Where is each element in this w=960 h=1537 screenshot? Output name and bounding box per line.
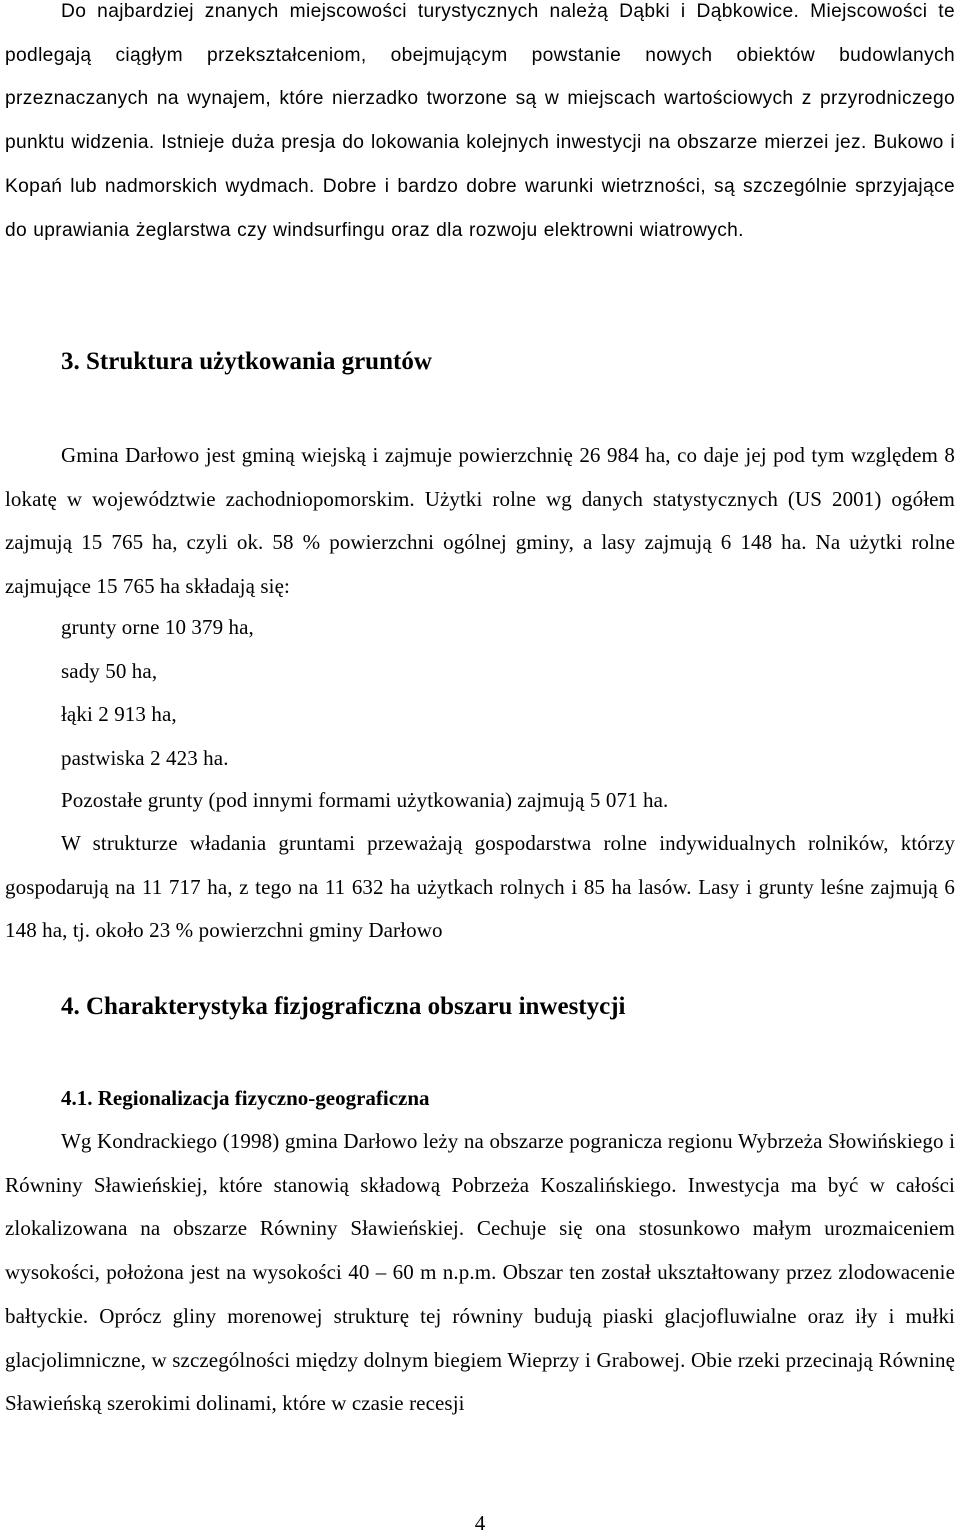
list-item: łąki 2 913 ha, — [61, 702, 177, 727]
list-item: grunty orne 10 379 ha, — [61, 615, 254, 639]
section-4-heading: 4. Charakterystyka fizjograficzna obszaru inwestycji — [61, 993, 626, 1020]
list-item: sady 50 ha, — [61, 658, 158, 683]
ownership-paragraph: W strukturze władania gruntami przeważają gospodarstwa rolne indywidualnych rolników, którzy gospodarują na 11 717 ha, z tego na 11 632 ha użytkach rolnych i 85 ha lasów. Lasy i grunty leśne zajmują 6 148 ha, tj. około 23 % powierzchni gminy Darłowo — [5, 831, 955, 943]
regionalization-paragraph: Wg Kondrackiego (1998) gmina Darłowo leży na obszarze pogranicza regionu Wybrzeża Słowińskiego i Równiny Sławieńskiej, które stanowią składową Pobrzeża Koszalińskiego. Inwestycja ma być w całości zlokalizowana na obszarze Równiny Sławieńskiej. Cechuje się ona stosunkowo małym urozmaiceniem wysokości, położona jest na wysokości 40 – 60 m n.p.m. Obszar ten został ukształtowany przez zlodowacenie bałtyckie. Oprócz gliny morenowej strukturę tej równiny budują piaski glacjofluwialne oraz iły i mułki glacjolimniczne, w szczególności między dolnym biegiem Wieprzy i Grabowej. Obie rzeki przecinają Równinę Sławieńską szerokimi dolinami, które w czasie recesji — [5, 1129, 955, 1416]
land-use-list — [61, 606, 254, 781]
list-item: pastwiska 2 423 ha. — [61, 746, 229, 771]
page-number: 4 — [474, 1511, 486, 1535]
section-4-1-heading: 4.1. Regionalizacja fizyczno-geograficzna — [61, 1086, 430, 1110]
other-land-paragraph: Pozostałe grunty (pod innymi formami użytkowania) zajmują 5 071 ha. — [61, 788, 669, 812]
section-3-heading: 3. Struktura użytkowania gruntów — [61, 348, 432, 375]
intro-paragraph: Do najbardziej znanych miejscowości turystycznych należą Dąbki i Dąbkowice. Miejscowości te podlegają ciągłym przekształceniom, obejmującym powstanie nowych obiektów budowlanych przeznaczanych na wynajem, które nierzadko tworzone są w miejscach wartościowych z przyrodniczego punktu widzenia. Istnieje duża presja do lokowania kolejnych inwestycji na obszarze mierzei jez. Bukowo i Kopań lub nadmorskich wydmach. Dobre i bardzo dobre warunki wietrzności, są szczególnie sprzyjające do uprawiania żeglarstwa czy windsurfingu oraz dla rozwoju elektrowni wiatrowych. — [5, 1, 955, 241]
land-use-paragraph: Gmina Darłowo jest gminą wiejską i zajmuje powierzchnię 26 984 ha, co daje jej pod tym względem 8 lokatę w województwie zachodniopomorskim. Użytki rolne wg danych statystycznych (US 2001) ogółem zajmują 15 765 ha, czyli ok. 58 % powierzchni ogólnej gminy, a lasy zajmują 6 148 ha. Na użytki rolne zajmujące 15 765 ha składają się: — [5, 443, 955, 599]
